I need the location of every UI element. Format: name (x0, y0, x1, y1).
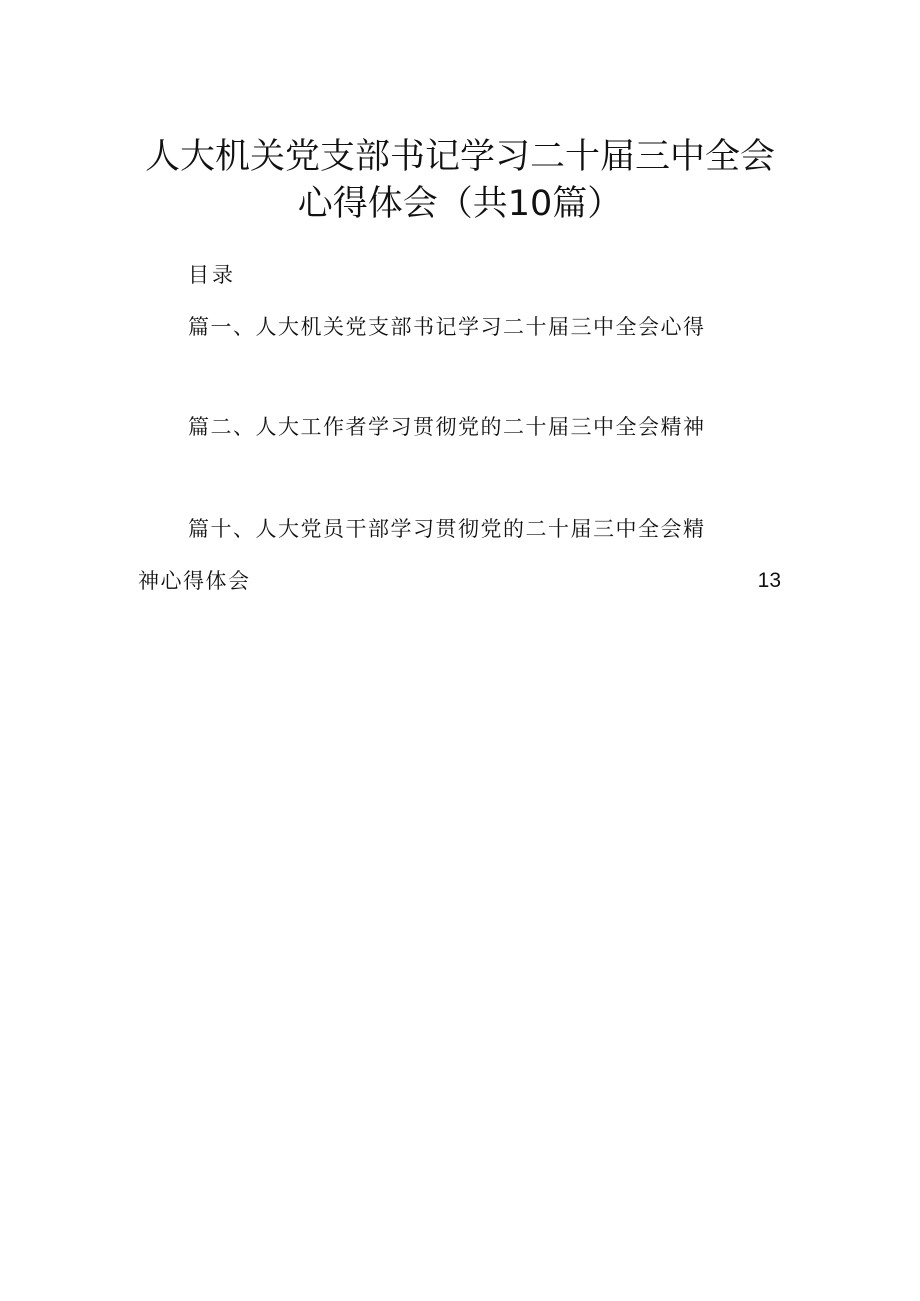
toc-entry-2[interactable]: 篇二、人大工作者学习贯彻党的二十届三中全会精神 (188, 415, 706, 439)
toc-entry-10-line-2[interactable]: 神心得体会 (138, 569, 251, 593)
toc-entry-10-page-number: 13 (757, 569, 781, 592)
toc-entry-10-line-1[interactable]: 篇十、人大党员干部学习贯彻党的二十届三中全会精 (188, 517, 706, 541)
document-title-line-2: 心得体会（共10篇） (297, 184, 623, 224)
toc-heading: 目录 (188, 263, 236, 287)
document-title-line-1: 人大机关党支部书记学习二十届三中全会 (144, 137, 775, 177)
toc-entry-1[interactable]: 篇一、人大机关党支部书记学习二十届三中全会心得 (188, 315, 706, 339)
